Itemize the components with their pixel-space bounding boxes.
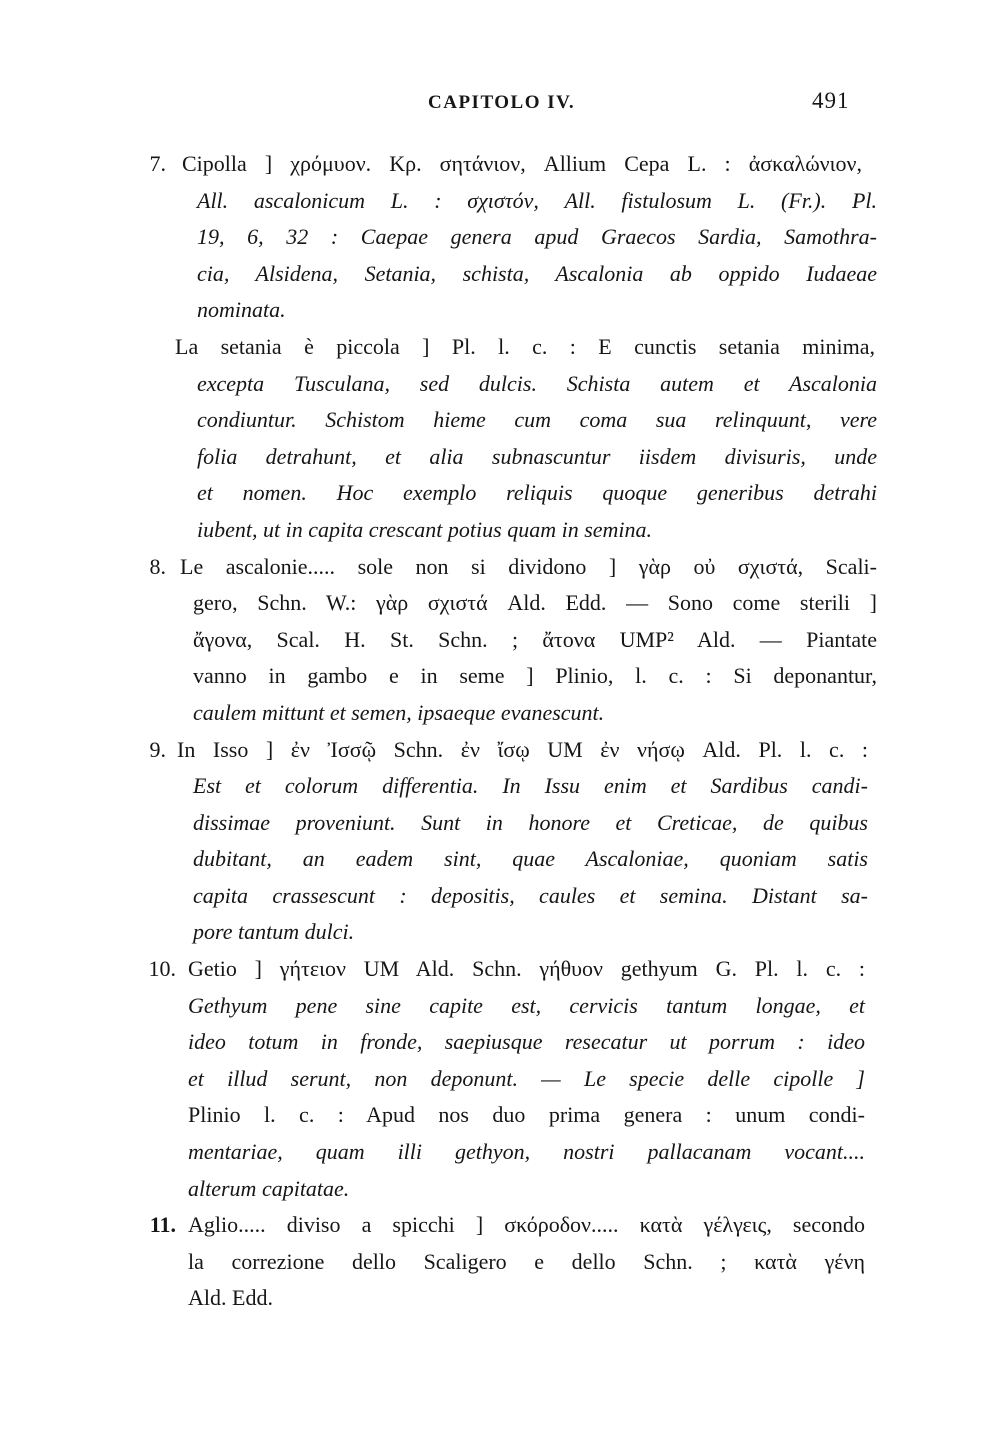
- running-head: CAPITOLO IV.: [428, 92, 576, 113]
- note-line: dissimae proveniunt. Sunt in honore et Creticae, de quibus: [193, 809, 868, 835]
- note-7: [0, 146, 1000, 329]
- note-line: et illud serunt, non deponunt. — Le specie delle cipolle ]: [188, 1065, 865, 1091]
- page-number: 491: [812, 88, 850, 113]
- note-line: Le ascalonie..... sole non si dividono ] γὰρ οὐ σχιστά, Scali-: [180, 553, 877, 579]
- note-line: et nomen. Hoc exemplo reliquis quoque generibus detrahi: [197, 480, 877, 506]
- note-line: capita crassescunt : depositis, caules et semina. Distant sa-: [193, 882, 868, 908]
- note-line: vanno in gambo e in seme ] Plinio, l. c. : Si deponantur,: [193, 663, 877, 689]
- note-line: condiuntur. Schistom hieme cum coma sua relinquunt, vere: [197, 407, 877, 433]
- note-line: folia detrahunt, et alia subnascuntur iisdem divisuris, unde: [197, 443, 877, 469]
- note-line: mentariae, quam illi gethyon, nostri pallacanam vocant....: [188, 1139, 865, 1165]
- note-number: 9.: [149, 736, 166, 762]
- note-line: Aglio..... diviso a spicchi ] σκόροδον..... κατὰ γέλγεις, secondo: [188, 1212, 865, 1238]
- note-line: excepta Tusculana, sed dulcis. Schista autem et Ascalonia: [197, 370, 877, 396]
- note-9: [0, 732, 1000, 952]
- notes-body: [0, 146, 1000, 1317]
- note-line: Est et colorum differentia. In Issu enim et Sardibus candi-: [193, 773, 868, 799]
- note-line: gero, Schn. W.: γὰρ σχιστά Ald. Edd. — Sono come sterili ]: [193, 590, 877, 616]
- note-line: Getio ] γήτειον UM Ald. Schn. γήθυον gethyum G. Pl. l. c. :: [188, 956, 865, 982]
- note-line: Cipolla ] χρόμυον. Κρ. σητάνιον, Allium Cepa L. : ἀσκαλώνιον,: [182, 151, 862, 176]
- note-line: cia, Alsidena, Setania, schista, Ascalonia ab oppido Iudaeae: [197, 260, 877, 286]
- note-number: 11.: [149, 1212, 176, 1238]
- note-line: nominata.: [197, 297, 286, 323]
- note-7-continuation: [0, 329, 1000, 549]
- note-line: All. ascalonicum L. : σχιστόν, All. fistulosum L. (Fr.). Pl.: [197, 187, 877, 213]
- note-line: alterum capitatae.: [188, 1175, 350, 1201]
- note-line: la correzione dello Scaligero e dello Schn. ; κατὰ γένη: [188, 1248, 865, 1274]
- note-line: dubitant, an eadem sint, quae Ascaloniae, quoniam satis: [193, 846, 868, 872]
- note-number: 7.: [149, 151, 166, 176]
- note-line: ideo totum in fronde, saepiusque resecatur ut porrum : ideo: [188, 1029, 865, 1055]
- note-line: Ald. Edd.: [188, 1285, 273, 1311]
- note-line: iubent, ut in capita crescant potius quam in semina.: [197, 516, 653, 542]
- page-header: [0, 88, 1000, 122]
- note-line: ἄγονα, Scal. H. St. Schn. ; ἄτονα UMP² Ald. — Piantate: [193, 626, 877, 652]
- note-number: 10.: [148, 956, 176, 982]
- note-line: Gethyum pene sine capite est, cervicis tantum longae, et: [188, 992, 865, 1018]
- note-10: [0, 951, 1000, 1207]
- note-number: 8.: [149, 553, 166, 579]
- note-11: [0, 1207, 1000, 1317]
- note-line: pore tantum dulci.: [193, 919, 355, 945]
- note-line: Plinio l. c. : Apud nos duo prima genera : unum condi-: [188, 1102, 865, 1128]
- note-8: [0, 549, 1000, 732]
- note-line: 19, 6, 32 : Caepae genera apud Graecos Sardia, Samothra-: [197, 224, 877, 250]
- note-line: La setania è piccola ] Pl. l. c. : E cunctis setania minima,: [175, 333, 875, 359]
- note-line: In Isso ] ἐν Ἰσσῷ Schn. ἐν ἴσῳ UM ἐν νήσῳ Ald. Pl. l. c. :: [177, 736, 868, 762]
- note-line: caulem mittunt et semen, ipsaeque evanescunt.: [193, 699, 605, 725]
